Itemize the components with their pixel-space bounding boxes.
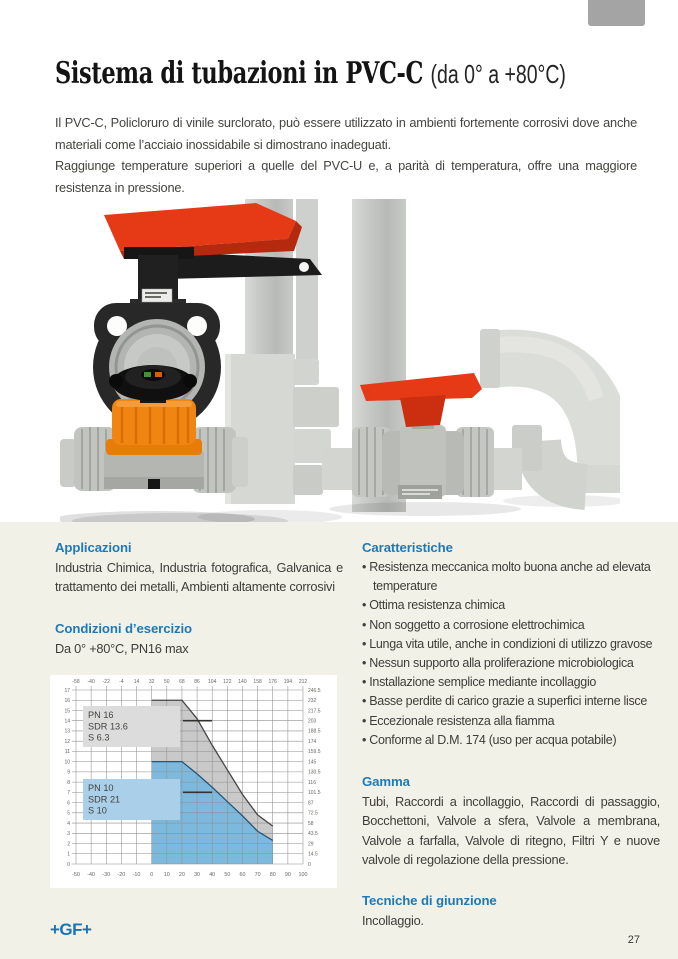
svg-text:0: 0 — [308, 861, 311, 868]
svg-text:140: 140 — [238, 679, 247, 685]
svg-text:9: 9 — [67, 769, 70, 776]
svg-text:0: 0 — [150, 872, 154, 878]
svg-text:32: 32 — [148, 679, 155, 685]
svg-text:0: 0 — [67, 861, 70, 868]
svg-text:PN 16: PN 16 — [88, 710, 114, 720]
svg-text:130.5: 130.5 — [308, 769, 321, 776]
svg-text:14.5: 14.5 — [308, 851, 318, 858]
range-body: Tubi, Raccordi a incollaggio, Raccordi di passaggio, Bocchettoni, Valvole a sfera, Valvole a membrana, Valvole a farfalla, Valvole di ritegno, Filtri Y e nuove valvole di regolazione della pressione. — [362, 794, 660, 867]
left-column — [55, 540, 343, 658]
svg-text:14: 14 — [64, 718, 70, 725]
range-heading: Gamma — [362, 774, 410, 790]
svg-text:-40: -40 — [87, 679, 95, 685]
list-item: • Eccezionale resistenza alla fiamma — [362, 712, 660, 731]
svg-text:-58: -58 — [72, 679, 80, 685]
svg-text:6: 6 — [67, 800, 70, 807]
svg-text:7: 7 — [67, 790, 70, 797]
svg-text:70: 70 — [254, 872, 261, 878]
svg-text:S 10: S 10 — [88, 805, 107, 816]
title-suffix: (da 0° a +80°C) — [430, 59, 566, 89]
svg-text:86: 86 — [194, 679, 200, 685]
list-item: • Conforme al D.M. 174 (uso per acqua potabile) — [362, 731, 660, 750]
svg-text:16: 16 — [64, 698, 70, 705]
page-number: 27 — [627, 934, 640, 946]
svg-text:43.5: 43.5 — [308, 831, 318, 838]
title-text: Sistema di tubazioni in PVC-C — [55, 56, 424, 91]
svg-text:72.5: 72.5 — [308, 810, 318, 817]
svg-text:8: 8 — [67, 779, 70, 786]
svg-text:203: 203 — [308, 718, 317, 725]
characteristics-heading: Caratteristiche — [362, 540, 453, 555]
svg-text:90: 90 — [284, 872, 291, 878]
svg-text:1: 1 — [67, 851, 70, 858]
pt-chart-svg — [50, 675, 337, 888]
svg-text:-30: -30 — [102, 872, 111, 878]
list-item: • Installazione semplice mediante incollaggio — [362, 673, 660, 692]
list-item: • Nessun supporto alla proliferazione microbiologica — [362, 654, 660, 673]
svg-text:58: 58 — [308, 820, 314, 827]
svg-text:17: 17 — [64, 687, 70, 694]
svg-text:50: 50 — [224, 872, 231, 878]
svg-text:29: 29 — [308, 841, 314, 848]
svg-text:80: 80 — [269, 872, 276, 878]
svg-text:20: 20 — [178, 872, 185, 878]
svg-text:101.5: 101.5 — [308, 790, 321, 797]
intro-line-1: Il PVC-C, Policloruro di vinile surclorato, può essere utilizzato in ambienti fortemente corrosivi dove anche materiali come l’acciaio inossidabile si dimostrano inadeguati. — [55, 115, 637, 152]
svg-text:-20: -20 — [117, 872, 126, 878]
list-item: • Lunga vita utile, anche in condizioni di utilizzo gravose — [362, 635, 660, 654]
svg-text:232: 232 — [308, 698, 317, 705]
svg-text:-22: -22 — [102, 679, 110, 685]
svg-text:2: 2 — [67, 841, 70, 848]
pressure-temperature-chart — [50, 675, 337, 888]
list-item: • Ottima resistenza chimica — [362, 596, 660, 615]
svg-text:3: 3 — [67, 831, 70, 838]
applications-heading: Applicazioni — [55, 540, 132, 555]
svg-text:14: 14 — [133, 679, 140, 685]
svg-text:11: 11 — [64, 749, 70, 756]
svg-text:116: 116 — [308, 779, 316, 786]
svg-text:SDR 21: SDR 21 — [88, 794, 121, 805]
svg-text:122: 122 — [223, 679, 232, 685]
list-item: • Resistenza meccanica molto buona anche ad elevata temperature — [362, 558, 660, 596]
svg-text:176: 176 — [268, 679, 277, 685]
intro-line-2: Raggiunge temperature superiori a quelle del PVC-U e, a parità di temperatura, offre una maggiore resistenza in pressione. — [55, 158, 637, 195]
svg-text:12: 12 — [64, 738, 70, 745]
svg-text:-4: -4 — [119, 679, 124, 685]
svg-text:-10: -10 — [132, 872, 141, 878]
svg-text:68: 68 — [179, 679, 185, 685]
list-item: • Basse perdite di carico grazie a superfici interne lisce — [362, 692, 660, 711]
svg-text:30: 30 — [194, 872, 201, 878]
svg-text:-40: -40 — [87, 872, 96, 878]
svg-text:246.5: 246.5 — [308, 687, 321, 694]
svg-text:10: 10 — [64, 759, 70, 766]
svg-text:40: 40 — [209, 872, 216, 878]
svg-text:S 6.3: S 6.3 — [88, 732, 110, 743]
svg-text:13: 13 — [64, 728, 70, 735]
gf-logo: +GF+ — [50, 920, 92, 939]
characteristics-list — [362, 558, 660, 750]
svg-text:15: 15 — [64, 708, 70, 715]
svg-text:5: 5 — [67, 810, 70, 817]
right-column — [362, 540, 660, 931]
svg-text:104: 104 — [208, 679, 217, 685]
svg-text:SDR 13.6: SDR 13.6 — [88, 721, 128, 732]
svg-text:174: 174 — [308, 738, 317, 745]
svg-text:10: 10 — [163, 872, 170, 878]
svg-text:159.5: 159.5 — [308, 749, 321, 756]
intro-paragraph — [55, 112, 637, 198]
list-item: • Non soggetto a corrosione elettrochimica — [362, 616, 660, 635]
operating-conditions-body: Da 0° +80°C, PN16 max — [55, 640, 189, 656]
svg-text:158: 158 — [253, 679, 262, 685]
svg-text:217.5: 217.5 — [308, 708, 321, 715]
applications-body: Industria Chimica, Industria fotografica, Galvanica e trattamento dei metalli, Ambienti altamente corrosivi — [55, 560, 343, 595]
svg-text:50: 50 — [164, 679, 170, 685]
jointing-body: Incollaggio. — [362, 913, 424, 929]
svg-text:188.5: 188.5 — [308, 728, 321, 735]
svg-text:100: 100 — [298, 872, 308, 878]
svg-text:PN 10: PN 10 — [88, 783, 114, 793]
svg-text:60: 60 — [239, 872, 246, 878]
page-index-tab — [588, 0, 645, 26]
svg-text:87: 87 — [308, 800, 314, 807]
svg-text:194: 194 — [283, 679, 293, 685]
svg-text:4: 4 — [67, 820, 70, 827]
jointing-heading: Tecniche di giunzione — [362, 893, 497, 909]
product-photo — [60, 198, 620, 530]
svg-text:212: 212 — [298, 679, 308, 685]
operating-conditions-heading: Condizioni d’esercizio — [55, 620, 193, 636]
svg-text:145: 145 — [308, 759, 317, 766]
svg-text:-50: -50 — [72, 872, 80, 878]
page-title — [55, 56, 566, 91]
